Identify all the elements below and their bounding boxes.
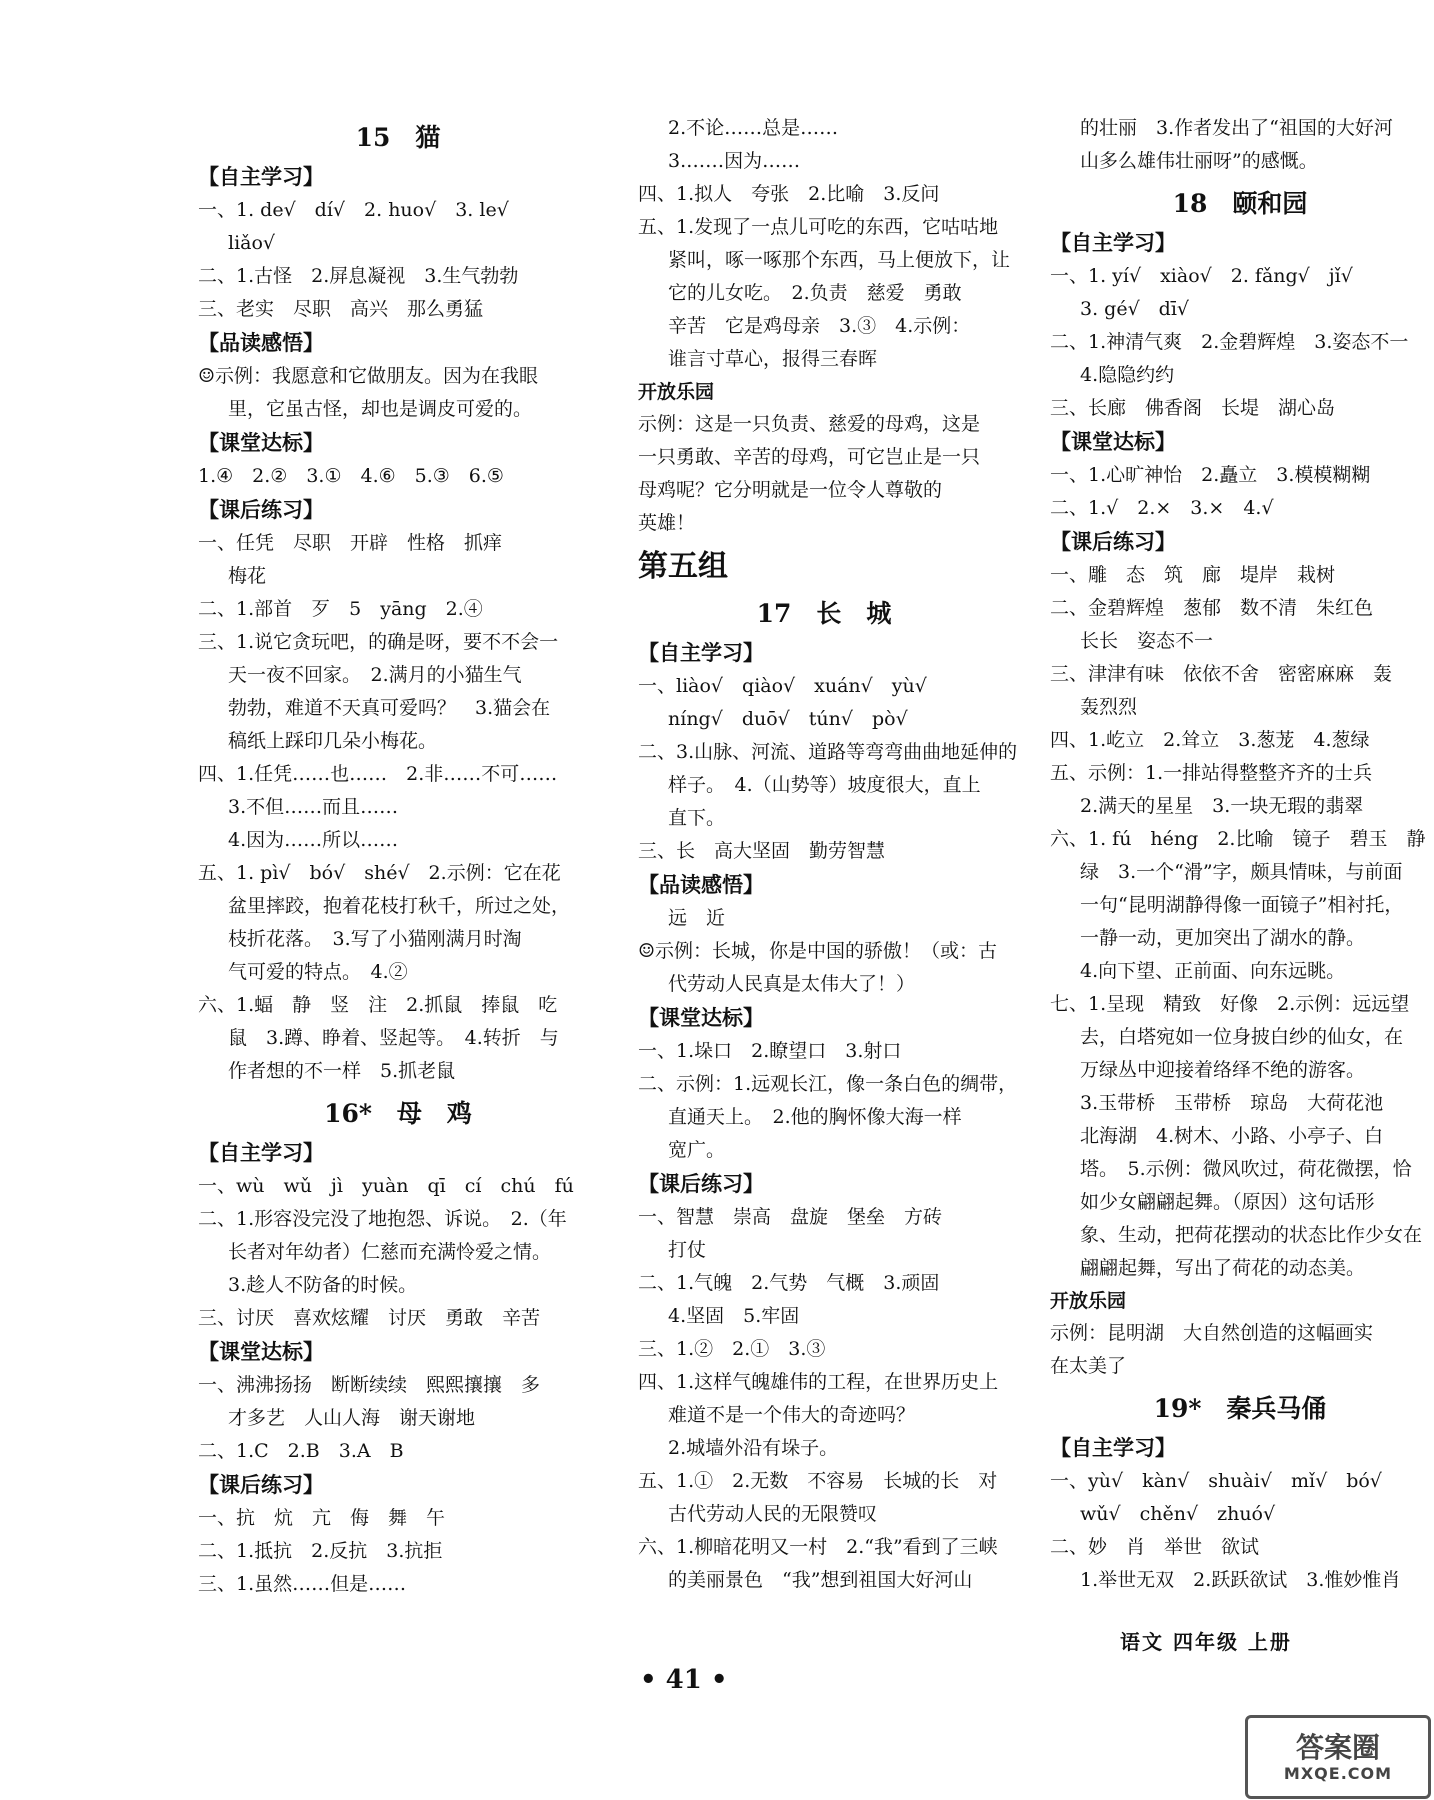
- lesson-title: 18 颐和园: [1172, 189, 1308, 218]
- answer-line-continued: 难道不是一个伟大的奇迹吗？: [668, 1404, 916, 1426]
- answer-line-continued: 1.举世无双 2.跃跃欲试 3.惟妙惟肖: [1080, 1569, 1401, 1591]
- answer-line: 三、1.② 2.① 3.③: [638, 1338, 826, 1360]
- answer-line-continued: 梅花: [228, 565, 267, 587]
- answer-line-continued: 辛苦 它是鸡母亲 3.③ 4.示例：: [668, 315, 971, 337]
- answer-line: 六、1.蝠 静 竖 注 2.抓鼠 捧鼠 吃: [198, 994, 558, 1016]
- lesson-title: 17 长 城: [756, 599, 892, 628]
- answer-line: 一只勇敢、辛苦的母鸡，可它岂止是一只: [638, 446, 981, 468]
- answer-line: 二、1.部首 歹 5 yāng 2.④: [198, 598, 483, 620]
- section-heading: 【课后练习】: [198, 497, 324, 522]
- answer-line: 七、1.呈现 精致 好像 2.示例：远远望: [1050, 993, 1410, 1015]
- answer-line: 二、3.山脉、河流、道路等弯弯曲曲地延伸的: [638, 741, 1018, 763]
- answer-line-continued: 一句“昆明湖静得像一面镜子”相衬托，: [1080, 894, 1404, 916]
- answer-line-continued: níng√ duō√ tún√ pò√: [668, 708, 908, 730]
- answer-line-continued: 象、生动，把荷花摆动的状态比作少女在: [1080, 1224, 1423, 1246]
- watermark-sub: MXQE.COM: [1283, 1763, 1393, 1783]
- subsection-heading: 开放乐园: [638, 381, 715, 403]
- answer-line: 1.④ 2.② 3.① 4.⑥ 5.③ 6.⑤: [198, 465, 504, 487]
- answer-line: 一、1.垛口 2.瞭望口 3.射口: [638, 1040, 902, 1062]
- answer-line: 六、1.柳暗花明又一村 2.“我”看到了三峡: [638, 1536, 998, 1558]
- answer-line-continued: 宽广。: [668, 1139, 726, 1161]
- answer-line-continued: 2.不论……总是……: [668, 117, 839, 139]
- answer-line: 四、1.任凭……也…… 2.非……不可……: [198, 763, 558, 785]
- answer-line: 母鸡呢？它分明就是一位令人尊敬的: [638, 479, 943, 501]
- answer-line: 三、讨厌 喜欢炫耀 讨厌 勇敢 辛苦: [198, 1307, 541, 1329]
- answer-line-continued: 2.满天的星星 3.一块无瑕的翡翠: [1080, 795, 1364, 817]
- section-heading: 【课堂达标】: [1050, 429, 1176, 454]
- answer-line: 三、老实 尽职 高兴 那么勇猛: [198, 298, 484, 320]
- answer-line-continued: wǔ√ chěn√ zhuó√: [1080, 1503, 1276, 1525]
- answer-line: 六、1. fú héng 2.比喻 镜子 碧玉 静: [1050, 828, 1426, 850]
- answer-line: 一、1. de√ dí√ 2. huo√ 3. le√: [198, 199, 509, 221]
- answer-line: 一、wù wǔ jì yuàn qī cí chú fú: [198, 1175, 574, 1197]
- answer-line-continued: 紧叫，啄一啄那个东西，马上便放下，让: [668, 249, 1011, 271]
- answer-line: 二、妙 肖 举世 欲试: [1050, 1536, 1260, 1558]
- answer-line: 三、津津有味 依依不舍 密密麻麻 轰: [1050, 663, 1393, 685]
- answer-line: 一、1. yí√ xiào√ 2. fǎng√ jǐ√: [1050, 265, 1353, 287]
- watermark-main: 答案圈: [1295, 1730, 1380, 1764]
- page-number: • 41 •: [640, 1665, 728, 1695]
- subsection-heading: 开放乐园: [1050, 1290, 1127, 1312]
- answer-line-continued: 鼠 3.蹲、睁着、竖起等。 4.转折 与: [228, 1027, 559, 1049]
- section-heading: 【自主学习】: [638, 640, 764, 665]
- answer-line-continued: 3.……因为……: [668, 150, 801, 172]
- section-heading: 【自主学习】: [1050, 230, 1176, 255]
- answer-line-continued: 里，它虽古怪，却也是调皮可爱的。: [228, 398, 533, 420]
- left-column: [198, 112, 598, 1601]
- answer-line-continued: 塔。 5.示例：微风吹过，荷花微摆，恰: [1080, 1158, 1412, 1180]
- lesson-title: 16* 母 鸡: [324, 1099, 472, 1128]
- section-heading: 【课后练习】: [1050, 529, 1176, 554]
- answer-line-continued: 直通天上。 2.他的胸怀像大海一样: [668, 1106, 962, 1128]
- section-heading: 【品读感悟】: [638, 872, 764, 897]
- answer-line: 二、1.气魄 2.气势 气概 3.顽固: [638, 1272, 940, 1294]
- answer-line: 三、1.说它贪玩吧，的确是呀，要不不会一: [198, 631, 559, 653]
- answer-line: 一、雕 态 筑 廊 堤岸 栽树: [1050, 564, 1336, 586]
- footer-subject: 语文 四年级 上册: [1120, 1630, 1292, 1654]
- answer-line: 五、1. pì√ bó√ shé√ 2.示例：它在花: [198, 862, 561, 884]
- lesson-title: 15 猫: [355, 123, 441, 152]
- answer-line-continued: 盆里摔跤，抱着花枝打秋千，所过之处，: [228, 895, 571, 917]
- answer-line-continued: 长长 姿态不一: [1080, 630, 1214, 652]
- answer-line: 示例：这是一只负责、慈爱的母鸡，这是: [638, 413, 981, 435]
- answer-line-continued: 的壮丽 3.作者发出了“祖国的大好河: [1080, 117, 1393, 139]
- answer-line-continued: 远 近: [668, 907, 726, 929]
- answer-line-continued: 稿纸上踩印几朵小梅花。: [228, 730, 438, 752]
- answer-line: 二、金碧辉煌 葱郁 数不清 朱红色: [1050, 597, 1374, 619]
- answer-line-continued: 4.因为……所以……: [228, 829, 399, 851]
- answer-line-continued: 长者对年幼者）仁慈而充满怜爱之情。: [228, 1241, 552, 1263]
- answer-line-continued: 代劳动人民真是太伟大了！）: [668, 973, 916, 995]
- section-heading: 【课堂达标】: [638, 1005, 764, 1030]
- answer-line: 一、智慧 崇高 盘旋 堡垒 方砖: [638, 1206, 943, 1228]
- section-heading: 【课后练习】: [198, 1472, 324, 1497]
- section-heading: 【课堂达标】: [198, 430, 324, 455]
- answer-line-continued: 翩翩起舞，写出了荷花的动态美。: [1080, 1257, 1366, 1279]
- answer-line-continued: 枝折花落。 3.写了小猫刚满月时淘: [228, 928, 522, 950]
- answer-line-continued: 勃勃，难道不天真可爱吗？ 3.猫会在: [228, 697, 551, 719]
- answer-line: 四、1.屹立 2.耸立 3.葱茏 4.葱绿: [1050, 729, 1370, 751]
- answer-line: 三、1.虽然……但是……: [198, 1573, 407, 1595]
- answer-line-continued: 才多艺 人山人海 谢天谢地: [228, 1407, 476, 1429]
- answer-line: 二、1.古怪 2.屏息凝视 3.生气勃勃: [198, 265, 519, 287]
- section-heading: 【自主学习】: [198, 1140, 324, 1165]
- answer-line: 二、1.形容没完没了地抱怨、诉说。 2.（年: [198, 1208, 567, 1230]
- answer-line: 二、1.√ 2.× 3.× 4.√: [1050, 497, 1274, 519]
- answer-line-continued: 轰烈烈: [1080, 696, 1138, 718]
- answer-line: 三、长 高大坚固 勤劳智慧: [638, 840, 886, 862]
- answer-line-continued: 的美丽景色 “我”想到祖国大好河山: [668, 1569, 973, 1591]
- section-heading: 【品读感悟】: [198, 330, 324, 355]
- answer-line-continued: 它的儿女吃。 2.负责 慈爱 勇敢: [668, 282, 962, 304]
- answer-line: 在太美了: [1050, 1355, 1127, 1377]
- answer-line-continued: 3. gé√ dī√: [1080, 298, 1190, 320]
- answer-line: 二、1.C 2.B 3.A B: [198, 1440, 404, 1462]
- answer-line-continued: 天一夜不回家。 2.满月的小猫生气: [228, 664, 522, 686]
- answer-line-continued: 万绿丛中迎接着络绎不绝的游客。: [1080, 1059, 1366, 1081]
- answer-line-continued: 作者想的不一样 5.抓老鼠: [228, 1060, 456, 1082]
- answer-line-continued: 古代劳动人民的无限赞叹: [668, 1503, 878, 1525]
- answer-line: 一、yù√ kàn√ shuài√ mǐ√ bó√: [1050, 1470, 1382, 1492]
- watermark-logo: [1245, 1715, 1431, 1799]
- answer-line-continued: 山多么雄伟壮丽呀”的感慨。: [1080, 150, 1318, 172]
- group-heading: 第五组: [638, 549, 728, 584]
- right-column: [1050, 112, 1430, 1597]
- answer-line-continued: 打仗: [668, 1239, 707, 1261]
- answer-line: 四、1.拟人 夸张 2.比喻 3.反问: [638, 183, 940, 205]
- answer-line-continued: 3.不但……而且……: [228, 796, 399, 818]
- answer-line: 五、1.发现了一点儿可吃的东西，它咕咕地: [638, 216, 999, 238]
- section-heading: 【课堂达标】: [198, 1339, 324, 1364]
- answer-line-continued: 4.坚固 5.牢固: [668, 1305, 800, 1327]
- answer-line: 二、示例：1.远观长江，像一条白色的绸带，: [638, 1073, 1018, 1095]
- answer-line: 五、示例：1.一排站得整整齐齐的士兵: [1050, 762, 1373, 784]
- answer-line-continued: 3.玉带桥 玉带桥 琼岛 大荷花池: [1080, 1092, 1384, 1114]
- middle-column: [638, 112, 1018, 1597]
- answer-line-continued: 4.向下望、正前面、向东远眺。: [1080, 960, 1346, 982]
- answer-line: 英雄！: [638, 512, 696, 534]
- answer-line-continued: 样子。 4.（山势等）坡度很大，直上: [668, 774, 981, 796]
- answer-line: 示例：昆明湖 大自然创造的这幅画实: [1050, 1322, 1374, 1344]
- lesson-title: 19* 秦兵马俑: [1153, 1394, 1327, 1423]
- answer-line-continued: 直下。: [668, 807, 726, 829]
- answer-line: 二、1.神清气爽 2.金碧辉煌 3.姿态不一: [1050, 331, 1409, 353]
- answer-line-continued: 气可爱的特点。 4.②: [228, 961, 408, 983]
- answer-line: ☺示例：长城，你是中国的骄傲！（或：古: [638, 940, 998, 962]
- answer-line-continued: 3.趁人不防备的时候。: [228, 1274, 418, 1296]
- answer-line-continued: 如少女翩翩起舞。（原因）这句话形: [1080, 1191, 1375, 1213]
- answer-line-continued: 4.隐隐约约: [1080, 364, 1175, 386]
- answer-line: 三、长廊 佛香阁 长堤 湖心岛: [1050, 397, 1336, 419]
- answer-line-continued: 一静一动，更加突出了湖水的静。: [1080, 927, 1366, 949]
- answer-line: 二、1.抵抗 2.反抗 3.抗拒: [198, 1540, 443, 1562]
- answer-line: 一、任凭 尽职 开辟 性格 抓痒: [198, 532, 503, 554]
- answer-line-continued: 2.城墙外沿有垛子。: [668, 1437, 839, 1459]
- answer-line: 一、1.心旷神怡 2.矗立 3.模模糊糊: [1050, 464, 1371, 486]
- answer-line: ☺示例：我愿意和它做朋友。因为在我眼: [198, 365, 539, 387]
- answer-line-continued: 去，白塔宛如一位身披白纱的仙女，在: [1080, 1026, 1404, 1048]
- answer-line: 一、liào√ qiào√ xuán√ yù√: [638, 675, 927, 697]
- answer-line-continued: 北海湖 4.树木、小路、小亭子、白: [1080, 1125, 1384, 1147]
- answer-line: 一、沸沸扬扬 断断续续 熙熙攘攘 多: [198, 1374, 541, 1396]
- answer-line-continued: 绿 3.一个“滑”字，颇具情味，与前面: [1080, 861, 1403, 883]
- section-heading: 【自主学习】: [1050, 1435, 1176, 1460]
- section-heading: 【自主学习】: [198, 164, 324, 189]
- answer-line: 四、1.这样气魄雄伟的工程，在世界历史上: [638, 1371, 999, 1393]
- answer-line-continued: liǎo√: [228, 232, 276, 254]
- answer-line: 一、抗 炕 亢 侮 舞 午: [198, 1507, 446, 1529]
- answer-line: 五、1.① 2.无数 不容易 长城的长 对: [638, 1470, 998, 1492]
- section-heading: 【课后练习】: [638, 1171, 764, 1196]
- answer-line-continued: 谁言寸草心，报得三春晖: [668, 348, 878, 370]
